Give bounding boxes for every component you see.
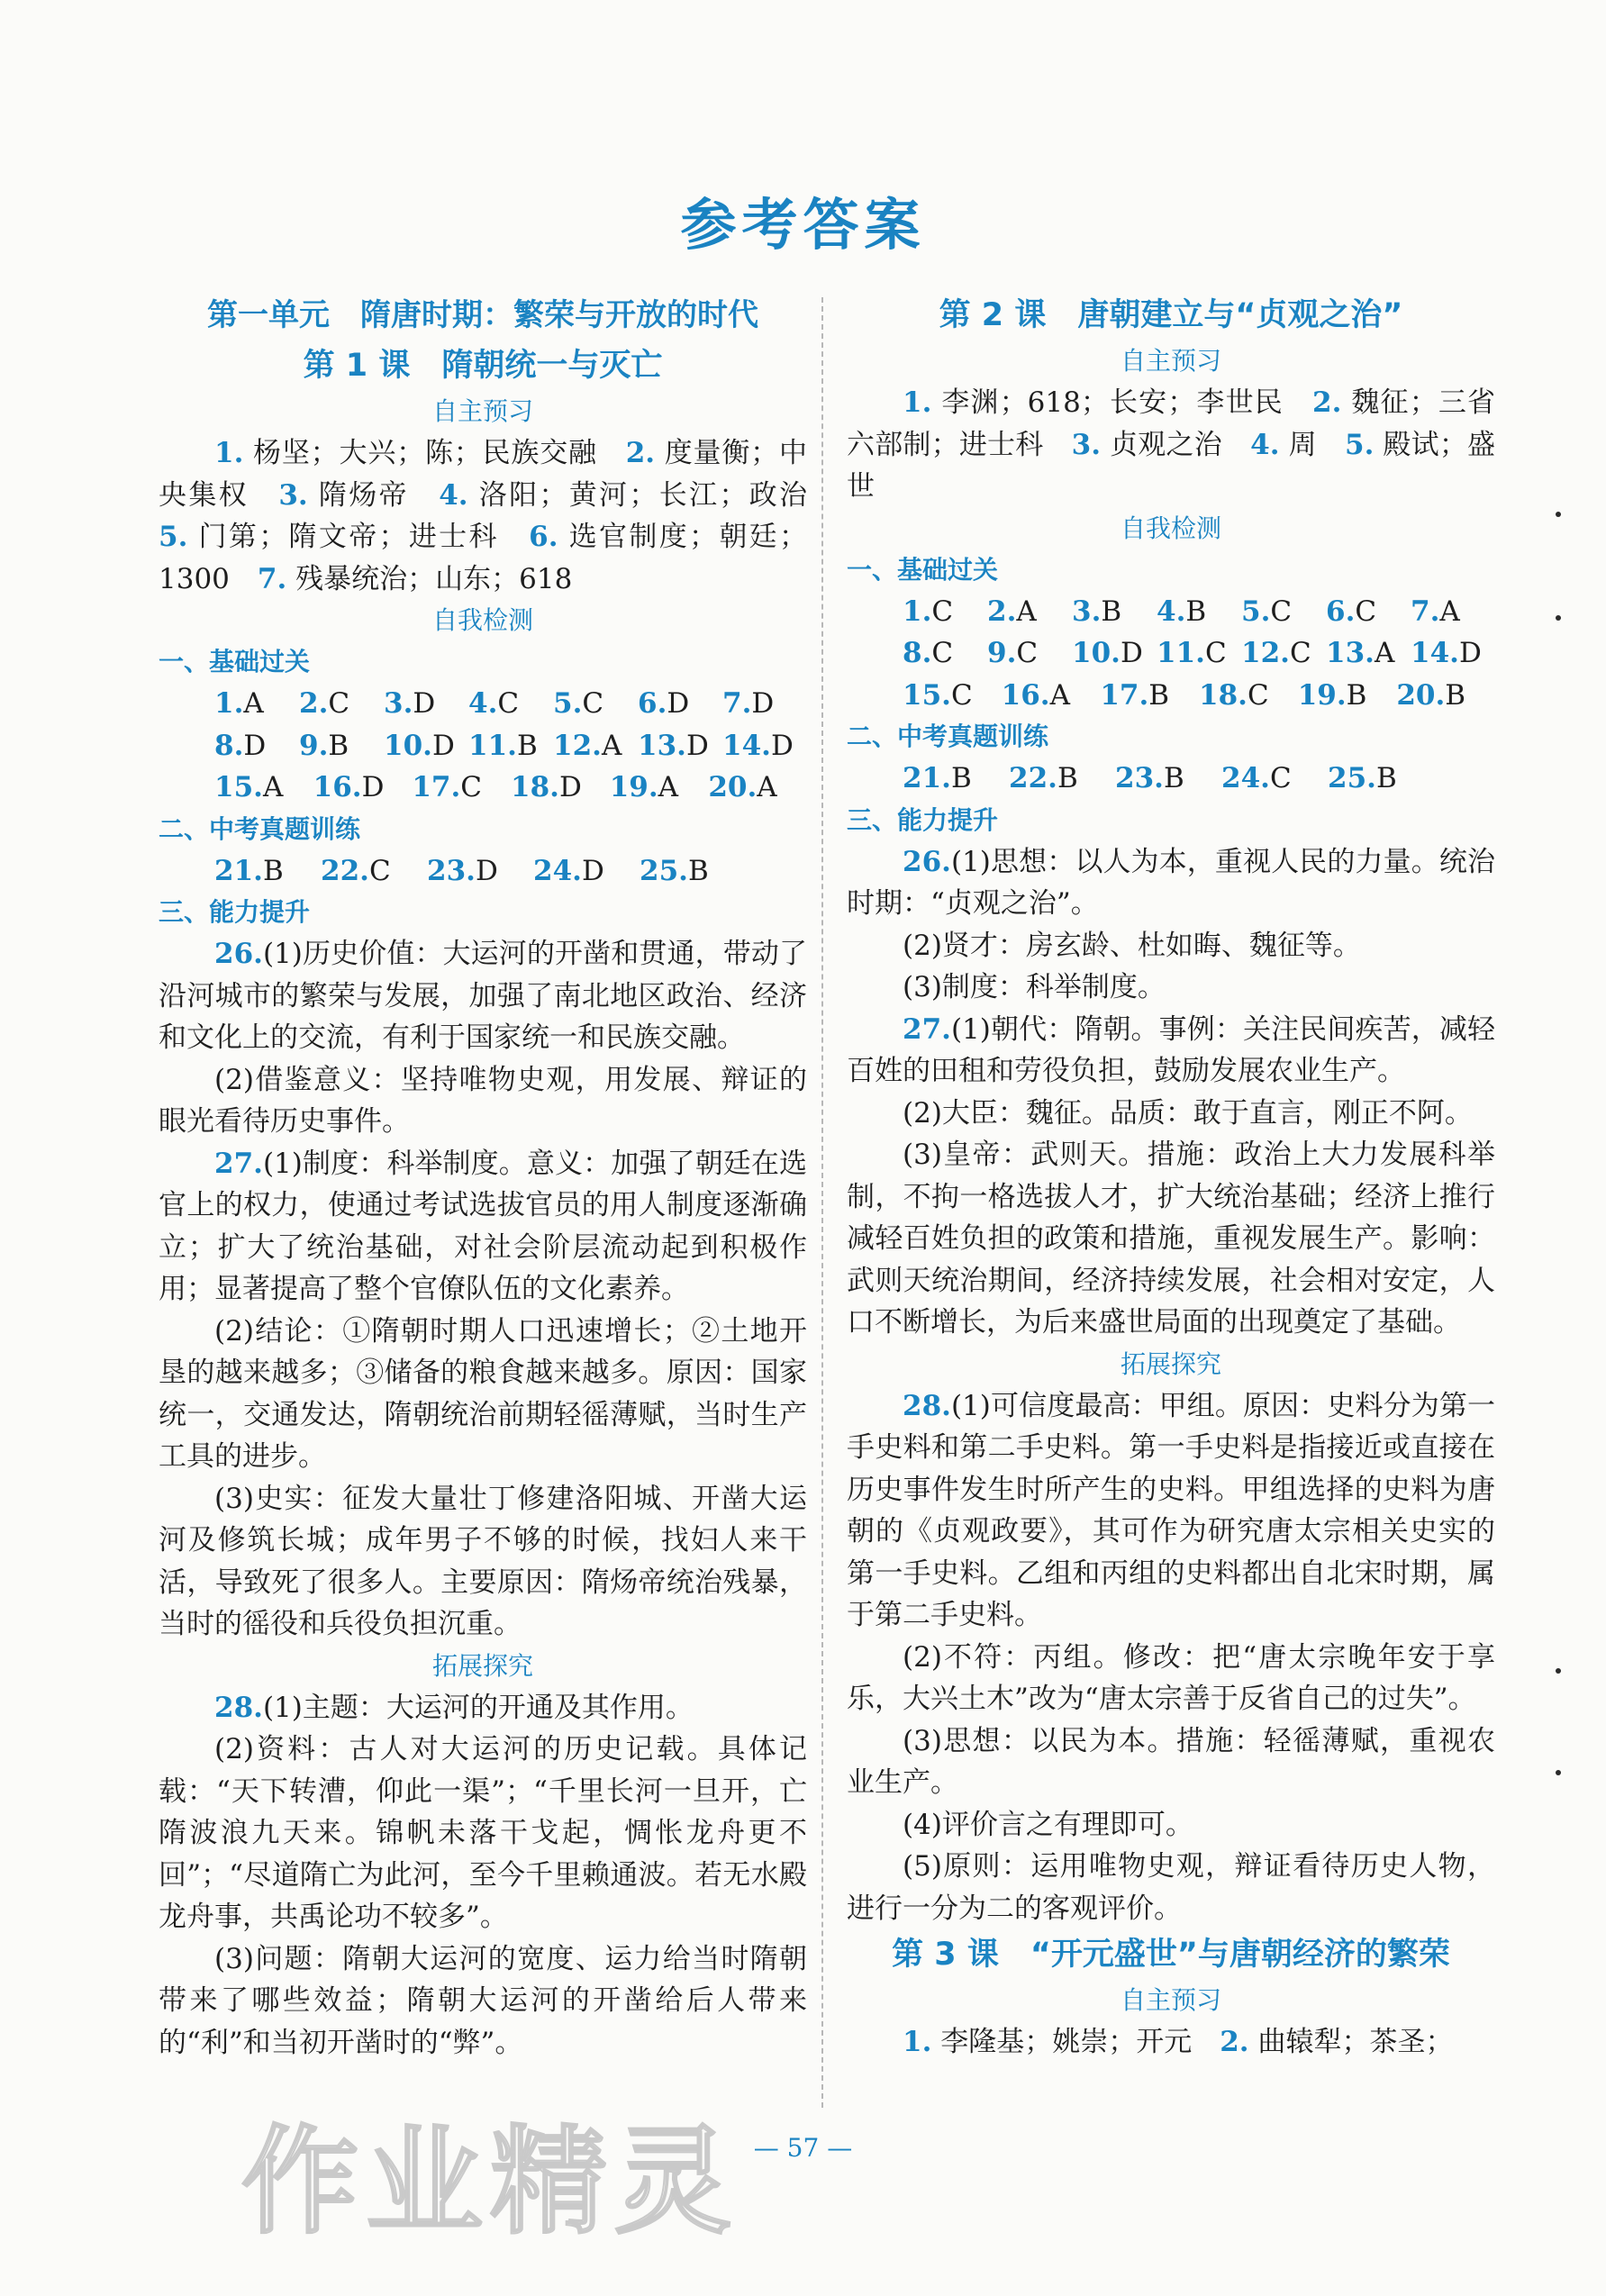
answer-paragraph	[159, 1143, 807, 1311]
item-number: 4.	[439, 478, 468, 512]
answer-text: (1)思想：以人为本，重视人民的力量。统治时期：“贞观之治”。	[847, 845, 1495, 920]
basic-heading: 一、基础过关	[847, 554, 999, 585]
item-answer: 殿试；盛世	[847, 428, 1496, 503]
answer-text: (2)借鉴意义：坚持唯物史观，用发展、辩证的眼光看待历史事件。	[159, 1063, 807, 1138]
item-number: 5.	[1345, 428, 1375, 461]
choice-answer: 20.A	[708, 771, 777, 803]
answer-paragraph	[159, 1687, 807, 1729]
margin-dot	[1556, 1668, 1561, 1674]
exam-answers	[847, 758, 1495, 800]
answer-paragraph	[847, 925, 1495, 967]
item-number: 2.	[1220, 2026, 1249, 2058]
ability-heading: 三、能力提升	[159, 897, 311, 927]
unit-heading: 第一单元 隋唐时期：繁荣与开放的时代	[207, 297, 758, 333]
item-answer: 杨坚；大兴；陈；民族交融	[243, 437, 597, 469]
choice-answer: 15.A	[214, 771, 284, 803]
item-number: 2.	[1312, 386, 1342, 419]
item-number: 1.	[903, 386, 932, 419]
choice-answer: 8.D	[214, 729, 267, 762]
choice-answer: 18.D	[511, 771, 582, 803]
item-number: 6.	[529, 521, 558, 553]
answer-paragraph	[847, 1093, 1495, 1135]
item-answer: 魏征；三省六部制；进士科	[847, 386, 1495, 461]
answer-row	[847, 632, 1495, 675]
item-answer: 曲辕犁；茶圣；	[1248, 2026, 1454, 2058]
answer-row	[847, 591, 1495, 633]
answer-paragraph	[847, 1720, 1495, 1804]
choice-answer: 4.B	[1157, 594, 1207, 628]
item-number: 4.	[1250, 428, 1280, 461]
choice-answer: 25.B	[640, 854, 709, 887]
choice-answer: 19.B	[1297, 678, 1367, 712]
choice-answer: 2.A	[987, 594, 1037, 628]
margin-dot	[1556, 1770, 1561, 1775]
item-number: 3.	[1071, 428, 1102, 461]
answer-text: (2)大臣：魏征。品质：敢于直言，刚正不阿。	[903, 1096, 1473, 1130]
choice-answer: 8.C	[903, 637, 954, 669]
item-number: 5.	[159, 521, 188, 553]
answer-paragraph	[847, 966, 1495, 1009]
choice-answer: 11.B	[468, 729, 538, 762]
ability-answers	[159, 933, 807, 1646]
item-number: 7.	[257, 562, 287, 595]
choice-answer: 7.A	[1411, 594, 1460, 628]
answer-text: (1)主题：大运河的开通及其作用。	[262, 1691, 694, 1724]
answer-text: (1)可信度最高：甲组。原因：史料分为第一手史料和第二手史料。第一手史料是指接近或直接在历史事件发生时所产生的史料。甲组选择的史料为唐朝的《贞观政要》，其可作为研究唐太宗相关史实的第一手史料。乙组和丙组的史料都出自北宋时期，属于第二手史料。	[847, 1389, 1495, 1631]
question-number: 28.	[903, 1389, 951, 1422]
answer-text: (1)历史价值：大运河的开凿和贯通，带动了沿河城市的繁荣与发展，加强了南北地区政治、经济和文化上的交流，有利于国家统一和民族交融。	[159, 938, 807, 1054]
answer-paragraph	[159, 1059, 807, 1143]
answer-text: (1)朝代：隋朝。事例：关注民间疾苦，减轻百姓的田租和劳役负担，鼓励发展农业生产。	[847, 1012, 1495, 1087]
basic-heading: 一、基础过关	[159, 647, 311, 676]
answer-paragraph	[847, 1804, 1495, 1847]
self-check-heading: 自我检测	[431, 605, 533, 635]
preview-answers	[159, 432, 807, 600]
choice-answer: 17.C	[412, 771, 483, 803]
answer-text: (2)结论：①隋朝时期人口迅速增长；②土地开垦的越来越多；③储备的粮食越来越多。原因：国家统一，交通发达，隋朝统治前期轻徭薄赋，当时生产工具的进步。	[159, 1314, 807, 1473]
answer-text: (3)问题：隋朝大运河的宽度、运力给当时隋朝带来了哪些效益；隋朝大运河的开凿给后人带来的“利”和当初开凿时的“弊”。	[159, 1942, 807, 2059]
column-divider	[821, 297, 823, 2108]
choice-answer: 17.B	[1100, 678, 1170, 712]
choice-answer: 1.A	[214, 687, 264, 720]
choice-answer: 10.D	[1072, 637, 1143, 669]
answer-text: (1)制度：科举制度。意义：加强了朝廷在选官上的权力，使通过考试选拔官员的用人制度逐渐确立；扩大了统治基础，对社会阶层流动起到积极作用；显著提高了整个官僚队伍的文化素养。	[159, 1147, 807, 1305]
item-answer: 洛阳；黄河；长江；政治	[467, 478, 808, 512]
choice-answer: 3.B	[1072, 594, 1122, 628]
answer-row	[159, 850, 807, 893]
choice-answer: 14.D	[1411, 637, 1482, 669]
item-answer: 李隆基；姚崇；开元	[931, 2026, 1193, 2058]
choice-answer: 21.B	[903, 762, 972, 794]
choice-answer: 16.D	[313, 771, 385, 803]
choice-answer: 13.D	[638, 729, 709, 762]
explore-heading: 拓展探究	[1120, 1348, 1221, 1379]
item-number: 3.	[278, 478, 308, 512]
choice-answer: 24.C	[1221, 762, 1292, 794]
choice-answer: 12.C	[1241, 637, 1311, 669]
choice-answer: 23.B	[1115, 762, 1184, 794]
answer-row	[159, 767, 807, 809]
answer-row	[159, 683, 807, 725]
preview-heading: 自主预习	[1120, 1985, 1221, 2015]
self-check-heading: 自我检测	[1120, 513, 1221, 543]
explore-answers	[159, 1687, 807, 2065]
answer-text: (4)评价言之有理即可。	[903, 1808, 1193, 1841]
item-answer: 周	[1279, 428, 1317, 461]
question-number: 26.	[214, 938, 263, 970]
choice-answer: 4.C	[468, 687, 520, 720]
margin-dot	[1556, 615, 1561, 621]
basic-answers	[847, 591, 1495, 717]
choice-answer: 16.A	[1001, 678, 1070, 712]
answer-paragraph	[159, 1478, 807, 1646]
answer-paragraph	[847, 1009, 1495, 1093]
preview-answers	[847, 382, 1495, 508]
choice-answer: 7.D	[722, 687, 775, 720]
choice-answer: 23.D	[427, 854, 498, 887]
item-number: 1.	[214, 437, 244, 469]
answer-paragraph	[159, 1938, 807, 2065]
question-number: 27.	[903, 1012, 951, 1046]
answer-paragraph	[159, 1311, 807, 1478]
lesson-3-heading: 第 3 课 “开元盛世”与唐朝经济的繁荣	[892, 1937, 1450, 1973]
question-number: 28.	[214, 1691, 263, 1724]
choice-answer: 6.D	[638, 687, 690, 720]
choice-answer: 5.C	[1241, 594, 1293, 628]
item-answer: 选官制度；朝廷；1300	[159, 521, 807, 595]
basic-answers	[159, 683, 807, 809]
choice-answer: 14.D	[722, 729, 794, 762]
choice-answer: 1.C	[903, 594, 954, 628]
right-column	[847, 290, 1495, 2064]
preview-heading: 自主预习	[1120, 346, 1221, 376]
answer-row	[159, 725, 807, 767]
item-answer: 贞观之治	[1101, 428, 1222, 461]
choice-answer: 5.C	[553, 687, 604, 720]
choice-answer: 22.B	[1009, 762, 1078, 794]
choice-answer: 21.B	[214, 854, 284, 887]
answer-row	[847, 675, 1495, 717]
item-number: 1.	[903, 2026, 932, 2058]
choice-answer: 10.D	[384, 729, 455, 762]
lesson-1-heading: 第 1 课 隋朝统一与灭亡	[303, 348, 663, 384]
choice-answer: 25.B	[1328, 762, 1397, 794]
explore-heading: 拓展探究	[431, 1650, 533, 1681]
answer-paragraph	[159, 933, 807, 1059]
watermark: 作业精灵	[241, 2113, 739, 2250]
ability-answers	[847, 841, 1495, 1344]
answer-text: (3)思想：以民为本。措施：轻徭薄赋，重视农业生产。	[847, 1724, 1495, 1799]
answer-text: (2)资料：古人对大运河的历史记载。具体记载：“天下转漕，仰此一渠”；“千里长河一旦开，亡隋波浪九天来。锦帆未落干戈起，惆怅龙舟更不回”；“尽道隋亡为此河，至今千里赖通波。若无水殿龙舟事，共禹论功不较多”。	[159, 1733, 807, 1933]
left-column	[159, 290, 807, 2064]
answer-row	[847, 758, 1495, 800]
item-answer: 残暴统治；山东；618	[286, 562, 573, 595]
page-number: — 57 —	[753, 2133, 853, 2163]
answer-paragraph	[847, 1637, 1495, 1720]
choice-answer: 22.C	[321, 854, 391, 887]
item-answer: 隋炀帝	[307, 478, 409, 512]
preview-heading: 自主预习	[431, 396, 533, 426]
choice-answer: 20.B	[1396, 678, 1466, 712]
answer-text: (2)贤才：房玄龄、杜如晦、魏征等。	[903, 929, 1361, 962]
item-answer: 度量衡；中央集权	[159, 437, 808, 512]
choice-answer: 12.A	[553, 729, 622, 762]
choice-answer: 2.C	[299, 687, 350, 720]
exam-answers	[159, 850, 807, 893]
exam-heading: 二、中考真题训练	[159, 813, 361, 844]
choice-answer: 9.B	[299, 729, 349, 762]
ability-heading: 三、能力提升	[847, 804, 999, 835]
explore-answers	[847, 1385, 1495, 1930]
answer-text: (2)不符：丙组。修改：把“唐太宗晚年安于享乐，大兴土木”改为“唐太宗善于反省自己的过失”。	[847, 1640, 1495, 1715]
answer-paragraph	[159, 1729, 807, 1938]
exam-heading: 二、中考真题训练	[847, 721, 1049, 751]
page-title: 参考答案	[680, 192, 926, 258]
answer-text: (5)原则：运用唯物史观，辩证看待历史人物，进行一分为二的客观评价。	[847, 1850, 1495, 1925]
choice-answer: 24.D	[533, 854, 604, 887]
item-number: 2.	[625, 437, 656, 469]
preview-answers	[847, 2021, 1495, 2064]
item-answer: 门第；隋文帝；进士科	[187, 521, 499, 553]
choice-answer: 13.A	[1326, 637, 1395, 669]
choice-answer: 9.C	[987, 637, 1039, 669]
choice-answer: 11.C	[1157, 637, 1227, 669]
margin-dot	[1556, 512, 1561, 517]
answer-text: (3)皇帝：武则天。措施：政治上大力发展科举制，不拘一格选拔人才，扩大统治基础；经济上推行减轻百姓负担的政策和措施，重视发展生产。影响：武则天统治期间，经济持续发展，社会相对安定，人口不断增长，为后来盛世局面的出现奠定了基础。	[847, 1139, 1495, 1339]
answer-text: (3)史实：征发大量壮丁修建洛阳城、开凿大运河及修筑长城；成年男子不够的时候，找妇人来干活，导致死了很多人。主要原因：隋炀帝统治残暴，当时的徭役和兵役负担沉重。	[159, 1482, 807, 1640]
choice-answer: 3.D	[384, 687, 436, 720]
answer-paragraph	[847, 1134, 1495, 1344]
question-number: 27.	[214, 1147, 263, 1180]
answer-paragraph	[847, 841, 1495, 925]
answer-paragraph	[847, 1846, 1495, 1929]
choice-answer: 6.C	[1326, 594, 1377, 628]
lesson-2-heading: 第 2 课 唐朝建立与“贞观之治”	[939, 297, 1403, 333]
item-answer: 李渊；618；长安；李世民	[931, 386, 1284, 419]
choice-answer: 18.C	[1199, 678, 1269, 712]
question-number: 26.	[903, 845, 951, 878]
choice-answer: 15.C	[903, 678, 973, 712]
choice-answer: 19.A	[609, 771, 679, 803]
answer-paragraph	[847, 1385, 1495, 1637]
answer-text: (3)制度：科举制度。	[903, 971, 1166, 1003]
